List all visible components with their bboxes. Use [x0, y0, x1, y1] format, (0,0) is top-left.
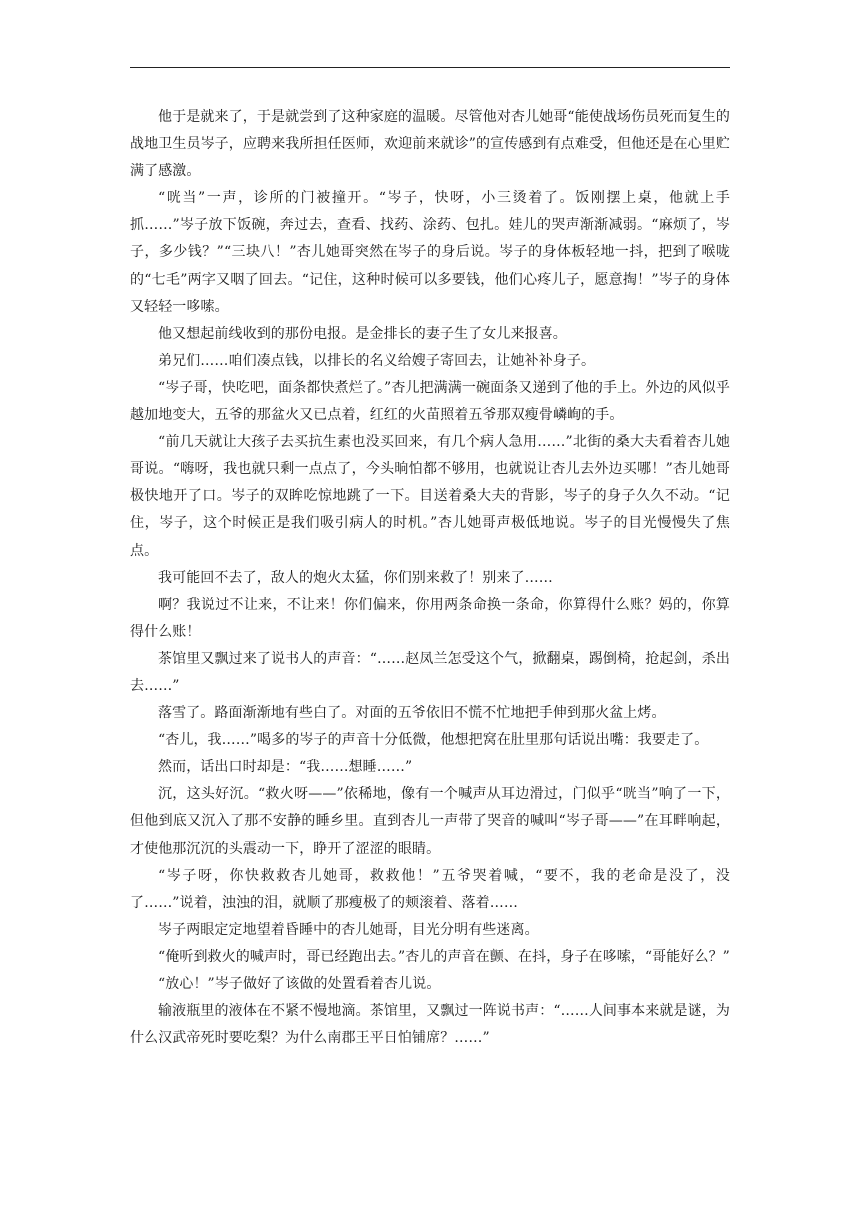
- paragraph: “岑子呀，你快救救杏儿她哥，救救他！”五爷哭着喊，“要不，我的老命是没了，没了……”说着，浊浊的泪，就顺了那瘦极了的颊滚着、落着……: [130, 867, 730, 911]
- paragraph: “岑子哥，快吃吧，面条都快煮烂了。”杏儿把满满一碗面条又递到了他的手上。外边的风似乎越加地变大，五爷的那盆火又已点着，红红的火苗照着五爷那双瘦骨嶙峋的手。: [130, 379, 730, 424]
- paragraph: “俺听到救火的喊声时，哥已经跑出去。”杏儿的声音在颤、在抖，身子在哆嗦，“哥能好么？”: [158, 948, 730, 965]
- paragraph: 沉，这头好沉。“救火呀——”依稀地，像有一个喊声从耳边滑过，门似乎“咣当”响了一下，但他到底又沉入了那不安静的睡乡里。直到杏儿一声带了哭音的喊叫“岑子哥——”在耳畔响起，才使他那沉沉的头震动一下，睁开了涩涩的眼睛。: [130, 786, 730, 857]
- paragraph: 输液瓶里的液体在不紧不慢地滴。茶馆里，又飘过一阵说书声：“……人间事本来就是谜，为什么汉武帝死时要吃梨？为什么南郡王平日怕铺席？……”: [130, 1003, 730, 1047]
- article-body: [130, 104, 730, 1052]
- paragraph: 他于是就来了，于是就尝到了这种家庭的温暖。尽管他对杏儿她哥“能使战场伤员死而复生的战地卫生员岑子，应聘来我所担任医师，欢迎前来就诊”的宣传感到有点难受，但他还是在心里贮满了感激。: [130, 109, 730, 180]
- paragraph: 他又想起前线收到的那份电报。是金排长的妻子生了女儿来报喜。: [158, 325, 567, 342]
- paragraph: 然而，话出口时却是：“我……想睡……”: [158, 759, 413, 776]
- paragraph: 我可能回不去了，敌人的炮火太猛，你们别来救了！别来了……: [158, 569, 553, 586]
- header-rule: [130, 67, 730, 68]
- paragraph: 弟兄们……咱们凑点钱，以排长的名义给嫂子寄回去，让她补补身子。: [158, 352, 596, 369]
- paragraph: 落雪了。路面渐渐地有些白了。对面的五爷依旧不慌不忙地把手伸到那火盆上烤。: [158, 705, 666, 722]
- paragraph: 啊？我说过不让来，不让来！你们偏来，你用两条命换一条命，你算得什么账？妈的，你算得什么账！: [130, 596, 730, 640]
- paragraph: 茶馆里又飘过来了说书人的声音：“……赵凤兰怎受这个气，掀翻桌，踢倒椅，抢起剑，杀出去……”: [130, 650, 730, 694]
- paragraph: “杏儿，我……”喝多的岑子的声音十分低微，他想把窝在肚里那句话说出嘴：我要走了。: [158, 732, 709, 749]
- paragraph: “放心！”岑子做好了该做的处置看着杏儿说。: [158, 976, 441, 992]
- paragraph: 岑子两眼定定地望着昏睡中的杏儿她哥，目光分明有些迷离。: [158, 921, 539, 938]
- paragraph: “前几天就让大孩子去买抗生素也没买回来，有几个病人急用……”北街的桑大夫看着杏儿她哥说。“嗨呀，我也就只剩一点点了，今头晌怕都不够用，也就说让杏儿去外边买哪！”杏儿她哥极快地开了口。岑子的双眸吃惊地跳了一下。目送着桑大夫的背影，岑子的身子久久不动。“记住，岑子，这个时候正是我们吸引病人的时机。”杏儿她哥声极低地说。岑子的目光慢慢失了焦点。: [130, 434, 730, 559]
- paragraph: “咣当”一声，诊所的门被撞开。“岑子，快呀，小三烫着了。饭刚摆上桌，他就上手抓……”岑子放下饭碗，奔过去，查看、找药、涂药、包扎。娃儿的哭声渐渐减弱。“麻烦了，岑子，多少钱？”“三块八！”杏儿她哥突然在岑子的身后说。岑子的身体板轻地一抖，把到了喉咙的“七毛”两字又咽了回去。“记住，这种时候可以多要钱，他们心疼儿子，愿意掏！”岑子的身体又轻轻一哆嗦。: [130, 190, 730, 315]
